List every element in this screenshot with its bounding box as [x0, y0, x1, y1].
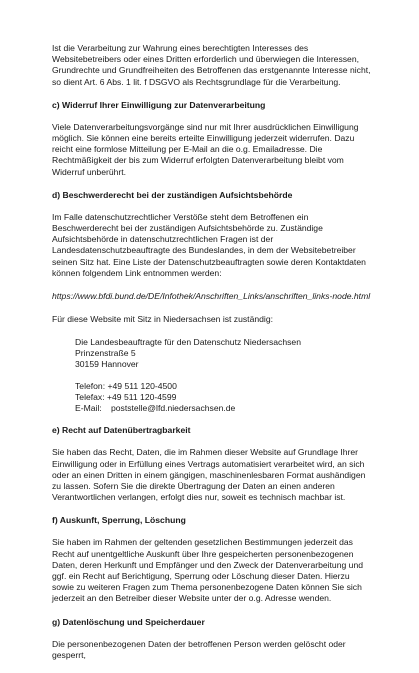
- section-heading-complaint: d) Beschwerderecht bei der zuständigen Aufsichtsbehörde: [52, 189, 293, 200]
- authority-phone: Telefon: +49 511 120-4500: [75, 381, 177, 392]
- section-heading-deletion: g) Datenlöschung und Speicherdauer: [52, 616, 205, 627]
- authority-email-row: [75, 403, 372, 414]
- authority-fax: Telefax: +49 511 120-4599: [75, 392, 177, 403]
- authority-street: Prinzenstraße 5: [75, 348, 136, 359]
- document-page: [52, 43, 372, 673]
- authority-name: Die Landesbeauftragte für den Datenschutz Niedersachsen: [75, 337, 301, 348]
- section-text-deletion: Die personenbezogenen Daten der betroffenen Person werden gelöscht oder gesperrt,: [52, 638, 346, 660]
- section-heading-portability: e) Recht auf Datenübertragbarkeit: [52, 425, 191, 436]
- section-heading-information: f) Auskunft, Sperrung, Löschung: [52, 515, 186, 526]
- authority-address: [75, 337, 372, 414]
- intro-paragraph: Ist die Verarbeitung zur Wahrung eines berechtigten Interesses des Websitebetreibers oder eines Dritten erforderlich und überwiegen die Interessen, Grundrechte und Grundfreiheiten des Betroffenen das erstgenannte Interesse nicht, so dient Art. 6 Abs. 1 lit. f DSGVO als Rechtsgrundlage für die Verarbeitung.: [52, 43, 371, 87]
- section-heading-withdrawal: c) Widerruf Ihrer Einwilligung zur Datenverarbeitung: [52, 99, 266, 110]
- lower-saxony-text: Für diese Website mit Sitz in Niedersachsen ist zuständig:: [52, 314, 273, 325]
- authority-email[interactable]: poststelle@lfd.niedersachsen.de: [111, 403, 236, 414]
- email-label: E-Mail:: [75, 403, 102, 414]
- section-text-withdrawal: Viele Datenverarbeitungsvorgänge sind nur mit Ihrer ausdrücklichen Einwilligung möglich. Sie können eine bereits erteilte Einwilligung jederzeit widerrufen. Dazu reicht eine formlose Mitteilung per E-Mail an die o.g. Emailadresse. Die Rechtmäßigkeit der bis zum Widerruf erfolgten Datenverarbeitung bleibt vom Widerruf unberührt.: [52, 121, 359, 177]
- bfdi-link[interactable]: https://www.bfdi.bund.de/DE/Infothek/Anschriften_Links/anschriften_links-node.html: [52, 291, 371, 302]
- section-text-complaint: Im Falle datenschutzrechtlicher Verstöße steht dem Betroffenen ein Beschwerderecht bei der zuständigen Aufsichtsbehörde zu. Zuständige Aufsichtsbehörde in datenschutzrechtlichen Fragen ist der Landesdatenschutzbeauftragte des Bundeslandes, in dem der Websitebetreiber seinen Sitz hat. Eine Liste der Datenschutzbeauftragten sowie deren Kontaktdaten können folgendem Link entnommen werden:: [52, 211, 366, 278]
- section-text-information: Sie haben im Rahmen der geltenden gesetzlichen Bestimmungen jederzeit das Recht auf unentgeltliche Auskunft über Ihre gespeicherten personenbezogenen Daten, deren Herkunft und Empfänger und den Zweck der Datenverarbeitung und ggf. ein Recht auf Berichtigung, Sperrung oder Löschung dieser Daten. Hierzu sowie zu weiteren Fragen zum Thema personenbezogene Daten können Sie sich jederzeit an den Betreiber dieser Website unter der o.g. Adresse wenden.: [52, 537, 363, 604]
- authority-city: 30159 Hannover: [75, 359, 139, 370]
- section-text-portability: Sie haben das Recht, Daten, die im Rahmen dieser Website auf Grundlage Ihrer Einwilligung oder in Erfüllung eines Vertrags automatisiert verarbeitet wird, an sich oder an einen Dritten in einem gängigen, maschinenlesbaren Format aushändigen zu lassen. Sofern Sie die direkte Übertragung der Daten an einen anderen Verantwortlichen verlangen, erfolgt dies nur, soweit es technisch machbar ist.: [52, 447, 366, 503]
